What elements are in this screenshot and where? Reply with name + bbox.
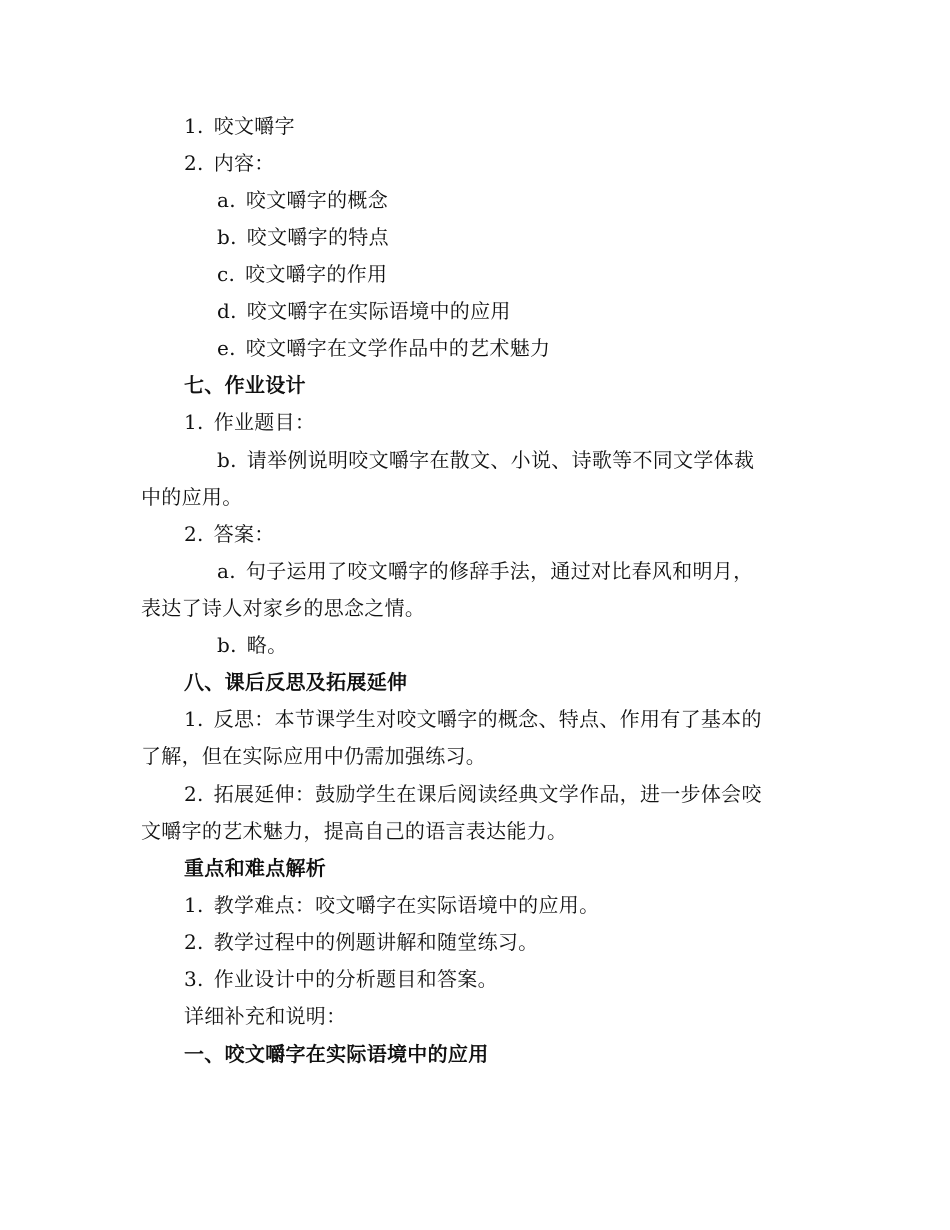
list-item: [184, 706, 762, 732]
item-letter: a.: [217, 188, 236, 212]
item-letter: c.: [217, 262, 236, 286]
section-heading: 一、咬文嚼字在实际语境中的应用: [184, 1042, 489, 1066]
item-letter: d.: [217, 299, 237, 323]
paragraph-continuation: 表达了诗人对家乡的思念之情。: [141, 596, 426, 620]
list-item: [184, 929, 539, 955]
item-number: 1.: [184, 707, 204, 731]
sub-list-item: [217, 224, 389, 250]
sub-list-item: [217, 261, 387, 287]
paragraph-continuation: 文嚼字的艺术魅力，提高自己的语言表达能力。: [141, 819, 568, 843]
item-number: 3.: [184, 967, 204, 991]
item-number: 2.: [184, 522, 204, 546]
item-number: 2.: [184, 930, 204, 954]
list-item: [184, 781, 762, 807]
item-text: 拓展延伸：鼓励学生在课后阅读经典文学作品，进一步体会咬: [213, 782, 762, 806]
item-number: 1.: [184, 893, 204, 917]
item-text: 咬文嚼字的作用: [245, 262, 388, 286]
list-item: [184, 113, 295, 139]
item-text: 咬文嚼字在实际语境中的应用: [246, 299, 511, 323]
list-item: [184, 892, 599, 918]
item-text: 咬文嚼字: [213, 114, 295, 138]
section-heading: 八、课后反思及拓展延伸: [184, 670, 408, 694]
item-text: 作业设计中的分析题目和答案。: [213, 967, 498, 991]
item-text: 教学过程中的例题讲解和随堂练习。: [213, 930, 539, 954]
sub-list-item: [217, 298, 511, 324]
item-letter: b.: [217, 633, 237, 657]
section-heading: 七、作业设计: [184, 373, 306, 397]
sub-list-item: [217, 335, 550, 361]
item-text: 略。: [246, 633, 288, 657]
item-text: 咬文嚼字在文学作品中的艺术魅力: [245, 336, 551, 360]
sub-list-item: [217, 187, 388, 213]
item-number: 2.: [184, 151, 204, 175]
item-letter: a.: [217, 559, 236, 583]
sub-list-item: [217, 632, 287, 658]
item-text: 反思：本节课学生对咬文嚼字的概念、特点、作用有了基本的: [213, 707, 762, 731]
sub-list-item: [217, 558, 753, 584]
supplement-label: 详细补充和说明：: [184, 1004, 347, 1028]
item-text: 句子运用了咬文嚼字的修辞手法，通过对比春风和明月，: [245, 559, 754, 583]
list-item: [184, 150, 275, 176]
list-item: [184, 966, 498, 992]
section-heading: 重点和难点解析: [184, 856, 327, 880]
item-letter: e.: [217, 336, 236, 360]
item-number: 2.: [184, 782, 204, 806]
paragraph-continuation: 了解，但在实际应用中仍需加强练习。: [141, 744, 487, 768]
item-number: 1.: [184, 114, 204, 138]
item-number: 1.: [184, 410, 204, 434]
item-letter: b.: [217, 448, 237, 472]
paragraph-continuation: 中的应用。: [141, 485, 243, 509]
item-text: 咬文嚼字的特点: [246, 225, 389, 249]
list-item: [184, 521, 275, 547]
item-text: 咬文嚼字的概念: [245, 188, 388, 212]
item-text: 教学难点：咬文嚼字在实际语境中的应用。: [213, 893, 600, 917]
item-text: 内容：: [213, 151, 275, 175]
list-item: [184, 409, 315, 435]
item-text: 答案：: [213, 522, 275, 546]
item-text: 作业题目：: [213, 410, 316, 434]
sub-list-item: [217, 447, 754, 473]
item-text: 请举例说明咬文嚼字在散文、小说、诗歌等不同文学体裁: [246, 448, 755, 472]
item-letter: b.: [217, 225, 237, 249]
